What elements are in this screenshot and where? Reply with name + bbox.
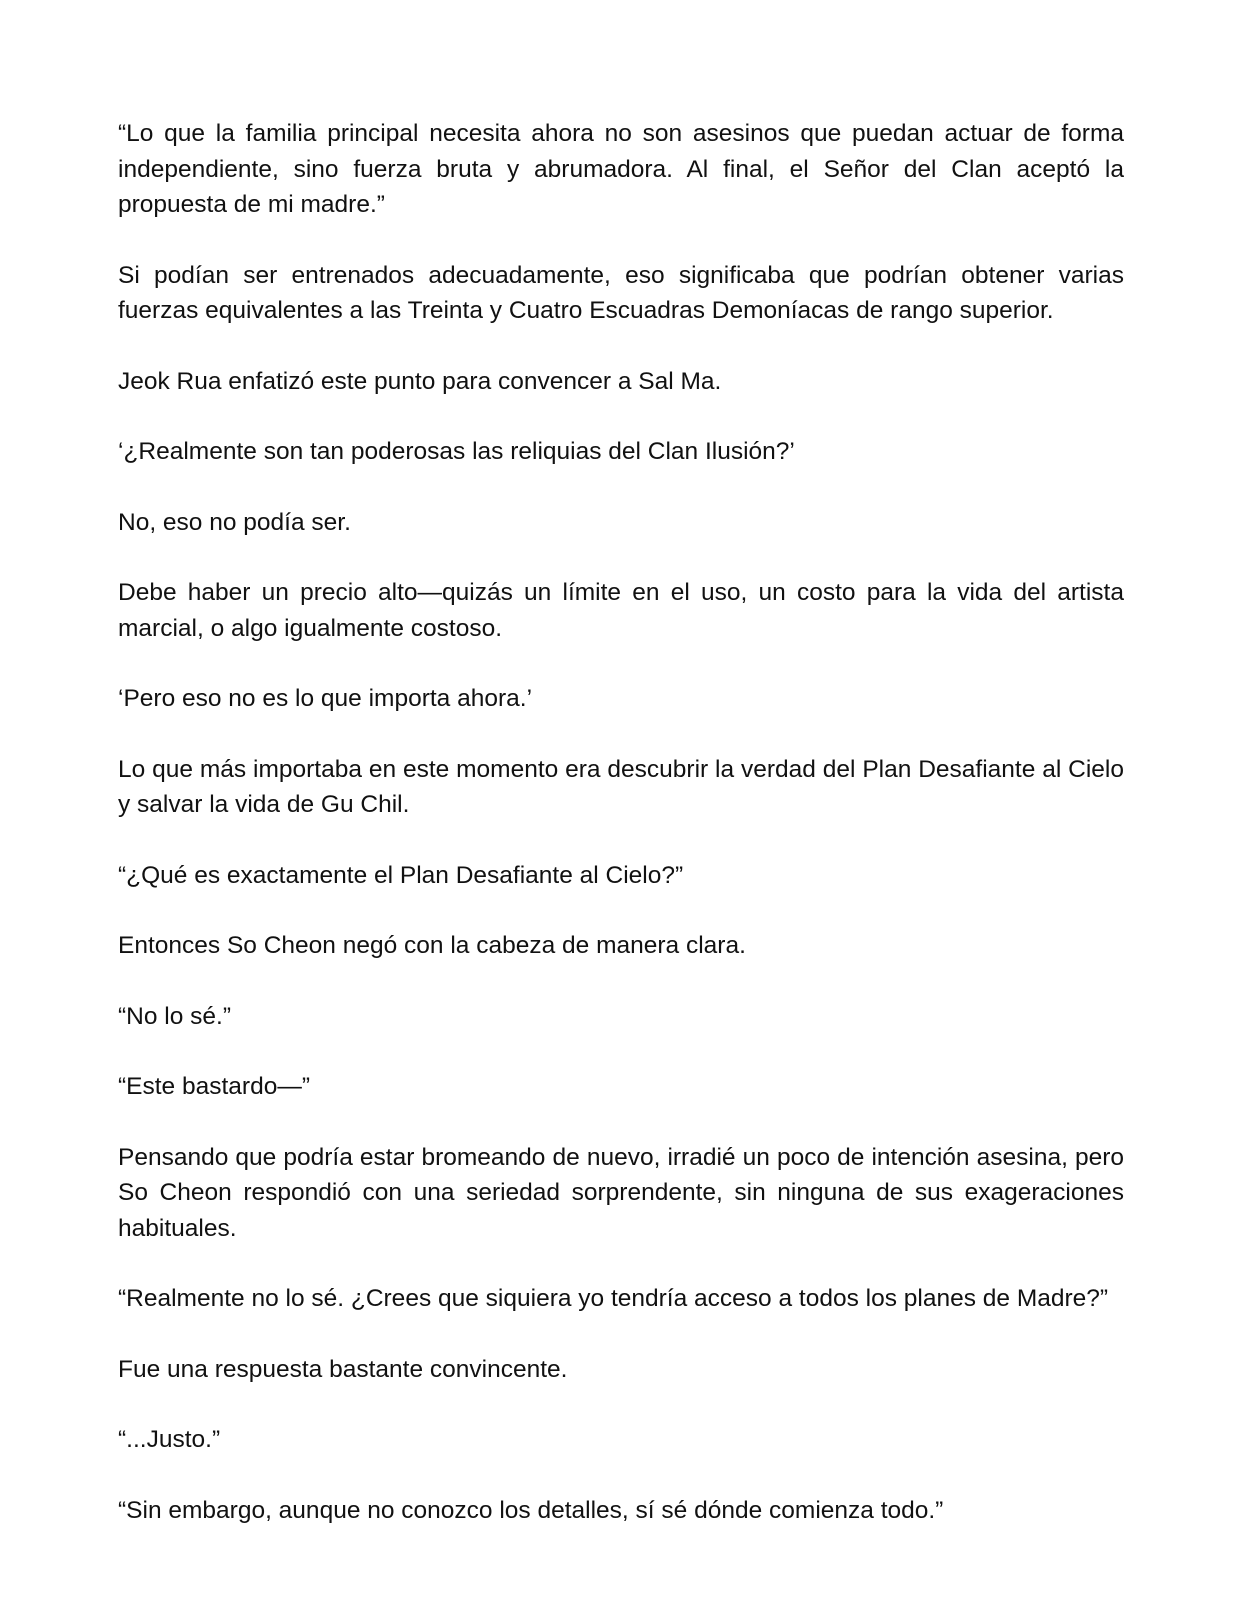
paragraph: Entonces So Cheon negó con la cabeza de manera clara.	[118, 932, 746, 959]
paragraph: “No lo sé.”	[118, 1002, 232, 1030]
paragraph: ‘¿Realmente son tan poderosas las reliquias del Clan Ilusión?’	[118, 438, 795, 465]
paragraph: Lo que más importaba en este momento era descubrir la verdad del Plan Desafiante al Cielo y salvar la vida de Gu Chil.	[118, 755, 1124, 818]
paragraph: Si podían ser entrenados adecuadamente, eso significaba que podrían obtener varias fuerzas equivalentes a las Treinta y Cuatro Escuadras Demoníacas de rango superior.	[118, 261, 1124, 324]
paragraph: Pensando que podría estar bromeando de nuevo, irradié un poco de intención asesina, pero So Cheon respondió con una seriedad sorprendente, sin ninguna de sus exageraciones habituales.	[118, 1143, 1124, 1242]
paragraph: “¿Qué es exactamente el Plan Desafiante al Cielo?”	[118, 861, 684, 889]
paragraph: “...Justo.”	[118, 1426, 221, 1453]
paragraph: “Este bastardo—”	[118, 1073, 310, 1100]
paragraph: “Realmente no lo sé. ¿Crees que siquiera yo tendría acceso a todos los planes de Madre?”	[118, 1285, 1109, 1312]
paragraph: Fue una respuesta bastante convincente.	[118, 1355, 568, 1383]
paragraph: “Sin embargo, aunque no conozco los detalles, sí sé dónde comienza todo.”	[118, 1496, 944, 1524]
document-page	[118, 116, 1124, 1528]
paragraph: Debe haber un precio alto—quizás un límite en el uso, un costo para la vida del artista marcial, o algo igualmente costoso.	[118, 579, 1124, 642]
paragraph: Jeok Rua enfatizó este punto para convencer a Sal Ma.	[118, 367, 722, 395]
paragraph: “Lo que la familia principal necesita ahora no son asesinos que puedan actuar de forma independiente, sino fuerza bruta y abrumadora. Al final, el Señor del Clan aceptó la propuesta de mi madre.”	[118, 120, 1124, 218]
paragraph: ‘Pero eso no es lo que importa ahora.’	[118, 685, 533, 712]
paragraph: No, eso no podía ser.	[118, 508, 351, 536]
